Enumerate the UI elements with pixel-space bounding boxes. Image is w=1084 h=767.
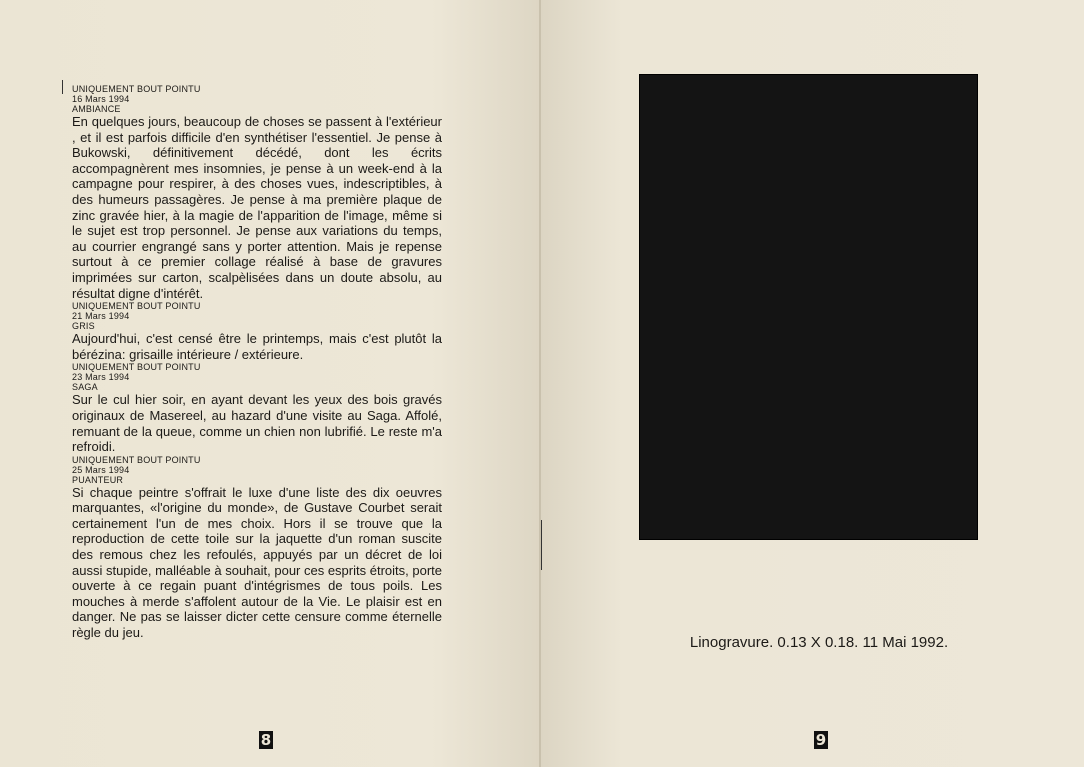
entry-series: UNIQUEMENT BOUT POINTU bbox=[72, 454, 201, 465]
journal-entry bbox=[72, 362, 442, 454]
entry-date: 25 Mars 1994 bbox=[72, 464, 130, 475]
journal-entry bbox=[72, 84, 442, 301]
entry-date: 23 Mars 1994 bbox=[72, 372, 130, 383]
page-number: 9 bbox=[815, 731, 827, 749]
entry-heading: SAGA bbox=[72, 382, 98, 393]
entry-date: 21 Mars 1994 bbox=[72, 311, 130, 322]
left-page bbox=[0, 0, 540, 767]
journal-column bbox=[72, 84, 442, 641]
entry-text: Sur le cul hier soir, en ayant devant les yeux des bois gravés originaux de Masereel, au hazard d'une visite au Saga. Affolé, remuant de la queue, comme un chien non lubrifié. Le reste m'a refroidi. bbox=[72, 392, 442, 455]
entry-series: UNIQUEMENT BOUT POINTU bbox=[72, 362, 201, 373]
entry-series: UNIQUEMENT BOUT POINTU bbox=[72, 84, 201, 94]
margin-mark bbox=[62, 80, 63, 94]
entry-heading: AMBIANCE bbox=[72, 104, 121, 114]
journal-entry bbox=[72, 301, 442, 362]
entry-heading: GRIS bbox=[72, 321, 95, 332]
entry-text: Si chaque peintre s'offrait le luxe d'une liste des dix oeuvres marquantes, «l'origine du monde», de Gustave Courbet serait certainement l'un de mes choix. Hors il se trouve que la reproduction de cette toile sur la jaquette d'un roman suscite des remous chez les refoulés, appuyés par un décret de loi aussi stupide, malléable à souhait, pour ces esprits étroits, porte ouverte à ce regain puant d'intégrismes de tous poils. Les mouches à merde s'affolent autour de la Vie. Le plaisir est en danger. Ne pas se laisser dicter cette censure comme éternelle règle du jeu. bbox=[72, 484, 442, 641]
print-caption: Linogravure. 0.13 X 0.18. 11 Mai 1992. bbox=[689, 634, 949, 651]
linocut-print-placeholder bbox=[639, 74, 978, 540]
entry-text: Aujourd'hui, c'est censé être le printemps, mais c'est plutôt la bérézina: grisaille intérieure / extérieure. bbox=[72, 331, 442, 362]
entry-text: En quelques jours, beaucoup de choses se passent à l'extérieur , et il est parfois difficile d'en synthétiser l'essentiel. Je pense à Bukowski, définitivement décédé, dont les écrits accompagnèrent mes insomnies, je pense à un week-end à la campagne pour respirer, à des choses vues, indescriptibles, à des humeurs passagères. Je pense à ma première plaque de zinc gravée hier, à la magie de l'apparition de l'image, même si le sujet est trop personnel. Je pense aux variations du temps, au courrier engrangé sans y porter attention. Mais je repense surtout à ce premier collage réalisé à base de gravures imprimées sur carton, scalpèlisées dans un doute absolu, au résultat digne d'intérêt. bbox=[72, 114, 442, 301]
entry-series: UNIQUEMENT BOUT POINTU bbox=[72, 301, 201, 312]
journal-entry bbox=[72, 455, 442, 641]
entry-heading: PUANTEUR bbox=[72, 474, 124, 485]
page-number: 8 bbox=[260, 731, 272, 749]
right-page bbox=[541, 0, 1084, 767]
binding-mark bbox=[541, 520, 542, 570]
entry-date: 16 Mars 1994 bbox=[72, 94, 130, 104]
